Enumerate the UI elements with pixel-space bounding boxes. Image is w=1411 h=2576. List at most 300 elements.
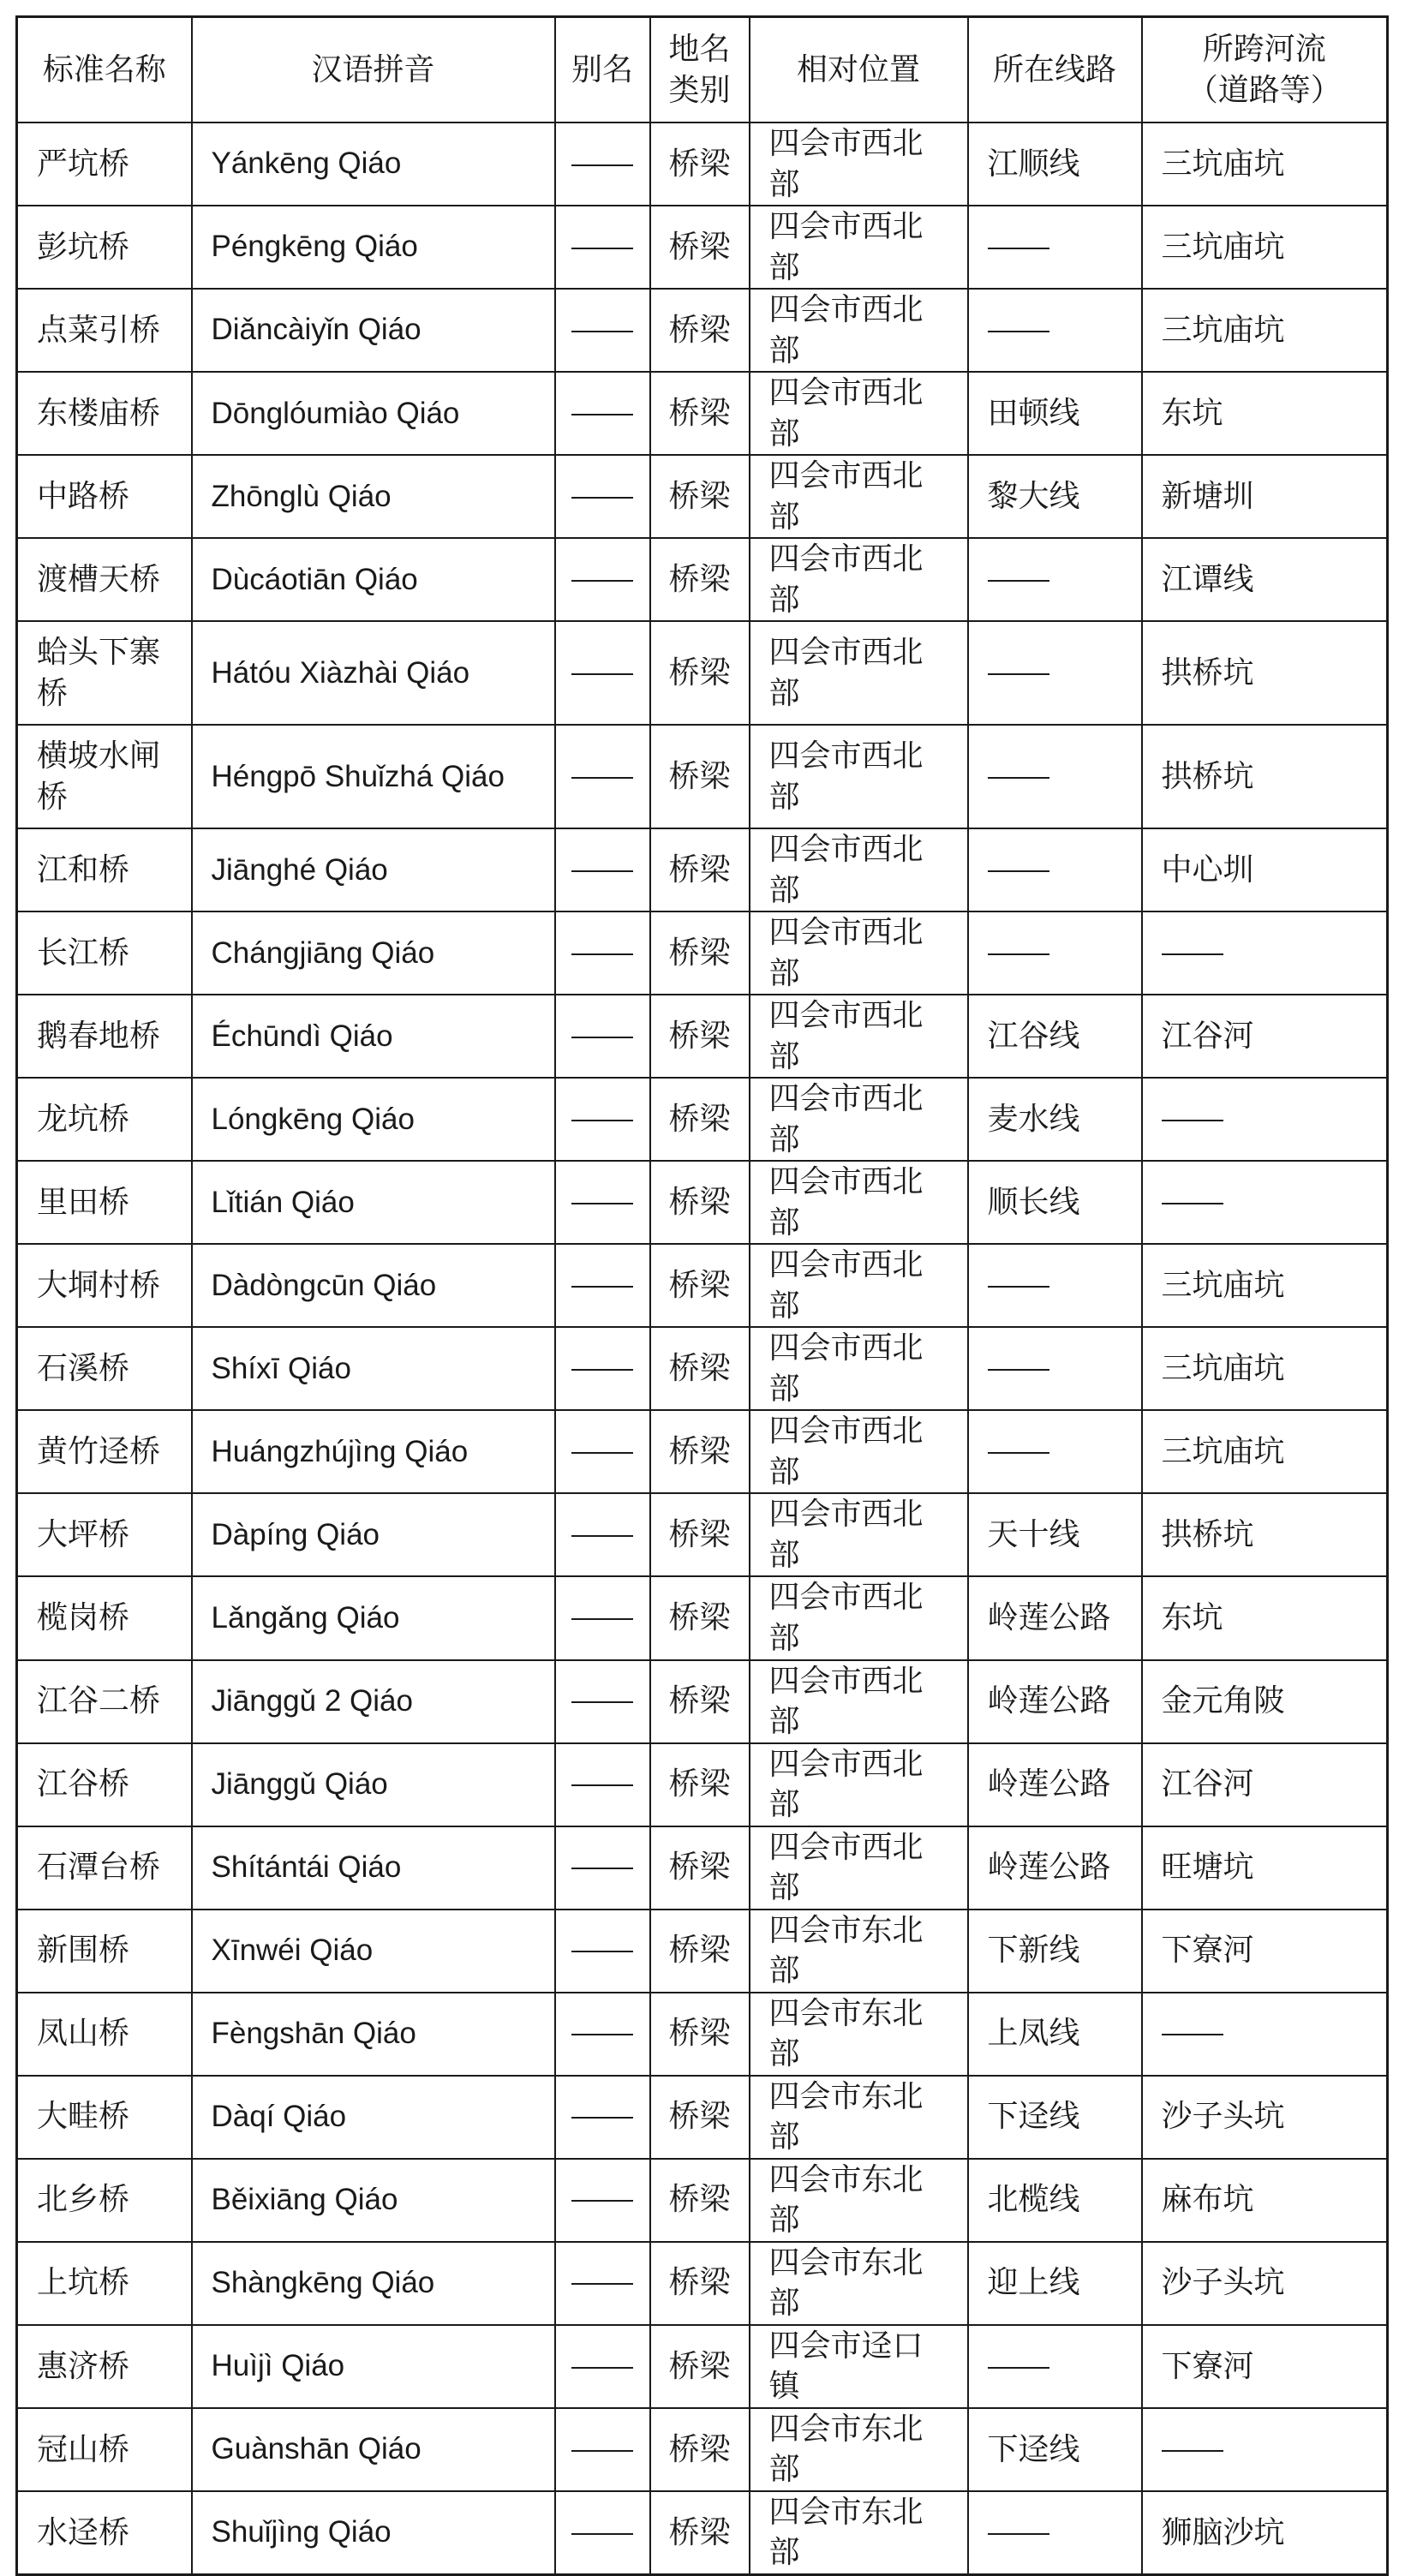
cell-pinyin — [192, 455, 555, 538]
name-text: 大垌村桥 — [37, 1268, 161, 1304]
empty-dash — [988, 331, 1049, 332]
empty-dash — [1162, 1120, 1223, 1121]
cell-crosses — [1142, 1660, 1388, 1743]
location-text: 四会市东北部 — [768, 1995, 924, 2072]
cell-category — [650, 1660, 750, 1743]
cell-crosses — [1142, 2159, 1388, 2242]
cell-category — [650, 2159, 750, 2242]
cell-route — [968, 289, 1142, 372]
pinyin-text: Lóngkēng Qiáo — [211, 1102, 415, 1136]
cell-pinyin — [192, 828, 555, 911]
pinyin-text: Diǎncàiyǐn Qiáo — [211, 313, 422, 347]
table-row — [17, 828, 1388, 911]
crosses-text: 三坑庙坑 — [1161, 1268, 1285, 1304]
table-row — [17, 911, 1388, 995]
table-row — [17, 2325, 1388, 2408]
cell-alias — [555, 1910, 650, 1993]
header-name: 标准名称 — [17, 17, 192, 123]
table-row — [17, 1826, 1388, 1910]
empty-dash — [988, 953, 1049, 955]
cell-pinyin — [192, 911, 555, 995]
cell-alias — [555, 1161, 650, 1244]
category-text: 桥梁 — [668, 2016, 731, 2052]
pinyin-text: Échūndì Qiáo — [211, 1019, 393, 1053]
cell-crosses — [1142, 1576, 1388, 1659]
name-text: 鹅春地桥 — [37, 1019, 161, 1054]
pinyin-text: Guànshān Qiáo — [211, 2432, 422, 2466]
empty-dash — [571, 777, 633, 779]
cell-location — [750, 911, 968, 995]
empty-dash — [571, 2034, 633, 2035]
pinyin-text: Huìjì Qiáo — [211, 2349, 345, 2383]
crosses-text: 下寮河 — [1161, 1933, 1254, 1969]
name-text: 大畦桥 — [37, 2099, 130, 2135]
cell-crosses — [1142, 1743, 1388, 1826]
cell-category — [650, 621, 750, 725]
location-text: 四会市西北部 — [768, 209, 924, 285]
category-text: 桥梁 — [668, 561, 731, 597]
empty-dash — [571, 1868, 633, 1869]
empty-dash — [988, 777, 1049, 779]
route-text: 黎大线 — [987, 478, 1080, 514]
pinyin-text: Shíxī Qiáo — [211, 1351, 351, 1385]
empty-dash — [571, 1535, 633, 1537]
header-alias: 别名 — [555, 17, 650, 123]
name-text: 冠山桥 — [37, 2431, 130, 2467]
empty-dash — [1162, 1203, 1223, 1204]
cell-alias — [555, 1078, 650, 1161]
location-text: 四会市东北部 — [768, 1912, 924, 1989]
name-text: 龙坑桥 — [37, 1102, 130, 1138]
pinyin-text: Dàqí Qiáo — [211, 2100, 347, 2134]
cell-pinyin — [192, 372, 555, 455]
name-text: 惠济桥 — [37, 2348, 130, 2384]
empty-dash — [988, 248, 1049, 249]
table-row — [17, 725, 1388, 828]
cell-route — [968, 2076, 1142, 2159]
empty-dash — [571, 2450, 633, 2452]
cell-name — [17, 1826, 192, 1910]
cell-crosses — [1142, 995, 1388, 1078]
crosses-text: 三坑庙坑 — [1161, 1434, 1285, 1470]
empty-dash — [1162, 2450, 1223, 2452]
empty-dash — [988, 2367, 1049, 2369]
cell-location — [750, 1826, 968, 1910]
cell-location — [750, 1244, 968, 1327]
table-row — [17, 2491, 1388, 2575]
cell-crosses — [1142, 372, 1388, 455]
cell-location — [750, 995, 968, 1078]
cell-crosses — [1142, 1910, 1388, 1993]
cell-route — [968, 1993, 1142, 2076]
category-text: 桥梁 — [668, 1185, 731, 1221]
location-text: 四会市西北部 — [768, 1829, 924, 1906]
cell-location — [750, 1410, 968, 1493]
crosses-text: 拱桥坑 — [1161, 654, 1254, 690]
pinyin-text: Dōnglóumiào Qiáo — [211, 396, 460, 430]
name-text: 凤山桥 — [37, 2016, 130, 2052]
cell-name — [17, 621, 192, 725]
empty-dash — [571, 2533, 633, 2535]
category-text: 桥梁 — [668, 1600, 731, 1636]
cell-route — [968, 372, 1142, 455]
category-text: 桥梁 — [668, 1766, 731, 1802]
cell-name — [17, 1743, 192, 1826]
cell-category — [650, 206, 750, 289]
empty-dash — [988, 1452, 1049, 1454]
cell-location — [750, 372, 968, 455]
location-text: 四会市西北部 — [768, 1247, 924, 1324]
empty-dash — [571, 1618, 633, 1620]
cell-category — [650, 1993, 750, 2076]
cell-category — [650, 911, 750, 995]
cell-crosses — [1142, 725, 1388, 828]
cell-crosses — [1142, 1993, 1388, 2076]
cell-location — [750, 1327, 968, 1410]
cell-alias — [555, 911, 650, 995]
name-text: 水迳桥 — [37, 2514, 130, 2550]
name-text: 大坪桥 — [37, 1517, 130, 1553]
cell-route — [968, 1493, 1142, 1576]
cell-crosses — [1142, 1244, 1388, 1327]
table-row — [17, 2408, 1388, 2491]
empty-dash — [571, 2117, 633, 2119]
cell-route — [968, 1910, 1142, 1993]
name-text: 长江桥 — [37, 935, 130, 971]
cell-category — [650, 725, 750, 828]
cell-alias — [555, 2076, 650, 2159]
cell-name — [17, 455, 192, 538]
name-text: 江谷桥 — [37, 1766, 130, 1802]
location-text: 四会市西北部 — [768, 738, 924, 815]
name-text: 北乡桥 — [37, 2182, 130, 2218]
route-text: 天十线 — [987, 1517, 1080, 1553]
empty-dash — [571, 2367, 633, 2369]
location-text: 四会市西北部 — [768, 1580, 924, 1656]
cell-category — [650, 2325, 750, 2408]
crosses-text: 三坑庙坑 — [1161, 1351, 1285, 1387]
cell-crosses — [1142, 289, 1388, 372]
category-text: 桥梁 — [668, 2514, 731, 2550]
location-text: 四会市东北部 — [768, 2078, 924, 2155]
cell-route — [968, 538, 1142, 621]
crosses-text: 东坑 — [1161, 395, 1223, 431]
category-text: 桥梁 — [668, 852, 731, 888]
cell-alias — [555, 1576, 650, 1659]
cell-route — [968, 1410, 1142, 1493]
cell-alias — [555, 289, 650, 372]
empty-dash — [1162, 953, 1223, 955]
pinyin-text: Huángzhújìng Qiáo — [211, 1434, 469, 1468]
category-text: 桥梁 — [668, 2348, 731, 2384]
cell-crosses — [1142, 538, 1388, 621]
header-pinyin: 汉语拼音 — [192, 17, 555, 123]
cell-alias — [555, 1993, 650, 2076]
category-text: 桥梁 — [668, 1517, 731, 1553]
table-row — [17, 2076, 1388, 2159]
table-row — [17, 1993, 1388, 2076]
location-text: 四会市西北部 — [768, 998, 924, 1074]
location-text: 四会市东北部 — [768, 2411, 924, 2488]
route-text: 岭莲公路 — [987, 1850, 1111, 1886]
table-row — [17, 621, 1388, 725]
cell-pinyin — [192, 2159, 555, 2242]
name-text: 黄竹迳桥 — [37, 1434, 161, 1470]
crosses-text: 下寮河 — [1161, 2348, 1254, 2384]
cell-location — [750, 2076, 968, 2159]
pinyin-text: Lǐtián Qiáo — [211, 1185, 355, 1219]
crosses-text: 沙子头坑 — [1161, 2265, 1285, 2301]
name-text: 渡槽天桥 — [37, 561, 161, 597]
location-text: 四会市西北部 — [768, 458, 924, 535]
location-text: 四会市西北部 — [768, 1497, 924, 1573]
empty-dash — [571, 953, 633, 955]
header-crosses-line2: （道路等） — [1187, 72, 1342, 108]
cell-crosses — [1142, 1078, 1388, 1161]
crosses-text: 麻布坑 — [1161, 2182, 1254, 2218]
route-text: 岭莲公路 — [987, 1766, 1111, 1802]
pinyin-text: Yánkēng Qiáo — [211, 146, 402, 181]
pinyin-text: Jiānggǔ 2 Qiáo — [211, 1683, 413, 1718]
crosses-text: 金元角陂 — [1161, 1683, 1285, 1719]
empty-dash — [571, 248, 633, 249]
header-crosses-line1: 所跨河流 — [1202, 31, 1326, 67]
cell-alias — [555, 206, 650, 289]
cell-route — [968, 911, 1142, 995]
category-text: 桥梁 — [668, 312, 731, 348]
cell-route — [968, 1161, 1142, 1244]
cell-location — [750, 1576, 968, 1659]
table-row — [17, 372, 1388, 455]
name-text: 上坑桥 — [37, 2265, 130, 2301]
pinyin-text: Jiānggǔ Qiáo — [211, 1766, 388, 1801]
crosses-text: 三坑庙坑 — [1161, 146, 1285, 182]
cell-route — [968, 1660, 1142, 1743]
cell-category — [650, 1910, 750, 1993]
cell-location — [750, 1493, 968, 1576]
cell-category — [650, 455, 750, 538]
empty-dash — [988, 580, 1049, 582]
table-row — [17, 2242, 1388, 2325]
category-text: 桥梁 — [668, 935, 731, 971]
empty-dash — [571, 580, 633, 582]
category-text: 桥梁 — [668, 1683, 731, 1719]
table-row — [17, 206, 1388, 289]
location-text: 四会市迳口镇 — [768, 2328, 924, 2405]
cell-pinyin — [192, 1993, 555, 2076]
name-text: 蛤头下寨桥 — [37, 635, 161, 711]
crosses-text: 三坑庙坑 — [1161, 229, 1285, 265]
cell-pinyin — [192, 1410, 555, 1493]
cell-location — [750, 289, 968, 372]
empty-dash — [571, 414, 633, 415]
cell-route — [968, 1743, 1142, 1826]
cell-name — [17, 123, 192, 206]
table-row — [17, 1660, 1388, 1743]
cell-location — [750, 725, 968, 828]
cell-pinyin — [192, 1078, 555, 1161]
cell-name — [17, 1993, 192, 2076]
route-text: 岭莲公路 — [987, 1683, 1111, 1719]
category-text: 桥梁 — [668, 2431, 731, 2467]
cell-category — [650, 1410, 750, 1493]
empty-dash — [571, 497, 633, 499]
header-category-line1: 地名 — [668, 31, 731, 67]
cell-route — [968, 1244, 1142, 1327]
cell-location — [750, 1660, 968, 1743]
route-text: 江谷线 — [987, 1019, 1080, 1054]
cell-name — [17, 828, 192, 911]
cell-pinyin — [192, 1826, 555, 1910]
pinyin-text: Hátóu Xiàzhài Qiáo — [211, 655, 470, 690]
table-row — [17, 1327, 1388, 1410]
cell-alias — [555, 455, 650, 538]
cell-alias — [555, 2491, 650, 2575]
pinyin-text: Péngkēng Qiáo — [211, 230, 418, 264]
category-text: 桥梁 — [668, 478, 731, 514]
route-text: 下新线 — [987, 1933, 1080, 1969]
route-text: 顺长线 — [987, 1185, 1080, 1221]
cell-pinyin — [192, 2242, 555, 2325]
cell-crosses — [1142, 2076, 1388, 2159]
table-row — [17, 289, 1388, 372]
cell-name — [17, 2325, 192, 2408]
cell-alias — [555, 2325, 650, 2408]
table-row — [17, 1576, 1388, 1659]
location-text: 四会市西北部 — [768, 1663, 924, 1740]
cell-name — [17, 1161, 192, 1244]
route-text: 上凤线 — [987, 2016, 1080, 2052]
cell-alias — [555, 1410, 650, 1493]
cell-crosses — [1142, 2242, 1388, 2325]
cell-name — [17, 2408, 192, 2491]
empty-dash — [571, 2200, 633, 2202]
cell-location — [750, 621, 968, 725]
cell-location — [750, 2325, 968, 2408]
cell-crosses — [1142, 911, 1388, 995]
crosses-text: 江谭线 — [1161, 561, 1254, 597]
pinyin-text: Fèngshān Qiáo — [211, 2017, 416, 2051]
cell-name — [17, 2491, 192, 2575]
name-text: 横坡水闸桥 — [37, 738, 161, 815]
cell-location — [750, 1993, 968, 2076]
name-text: 严坑桥 — [37, 146, 130, 182]
table-row — [17, 455, 1388, 538]
cell-route — [968, 621, 1142, 725]
header-category — [650, 17, 750, 123]
category-text: 桥梁 — [668, 1019, 731, 1054]
cell-location — [750, 1743, 968, 1826]
cell-alias — [555, 538, 650, 621]
cell-pinyin — [192, 538, 555, 621]
pinyin-text: Héngpō Shuǐzhá Qiáo — [211, 759, 505, 793]
route-text: 岭莲公路 — [987, 1600, 1111, 1636]
category-text: 桥梁 — [668, 2182, 731, 2218]
cell-alias — [555, 828, 650, 911]
cell-route — [968, 828, 1142, 911]
crosses-text: 狮脑沙坑 — [1161, 2514, 1285, 2550]
empty-dash — [571, 1120, 633, 1121]
cell-crosses — [1142, 2325, 1388, 2408]
pinyin-text: Jiānghé Qiáo — [211, 852, 388, 887]
table-row — [17, 1244, 1388, 1327]
cell-crosses — [1142, 1493, 1388, 1576]
cell-alias — [555, 1244, 650, 1327]
category-text: 桥梁 — [668, 1102, 731, 1138]
location-text: 四会市西北部 — [768, 375, 924, 451]
cell-name — [17, 1910, 192, 1993]
cell-name — [17, 289, 192, 372]
empty-dash — [571, 673, 633, 675]
category-text: 桥梁 — [668, 146, 731, 182]
cell-name — [17, 1660, 192, 1743]
cell-category — [650, 1078, 750, 1161]
cell-alias — [555, 995, 650, 1078]
cell-category — [650, 1743, 750, 1826]
empty-dash — [571, 1452, 633, 1454]
pinyin-text: Dùcáotiān Qiáo — [211, 562, 418, 596]
cell-name — [17, 1410, 192, 1493]
category-text: 桥梁 — [668, 2099, 731, 2135]
cell-location — [750, 206, 968, 289]
cell-crosses — [1142, 1410, 1388, 1493]
header-row — [17, 17, 1388, 123]
cell-category — [650, 828, 750, 911]
cell-name — [17, 911, 192, 995]
cell-category — [650, 2408, 750, 2491]
category-text: 桥梁 — [668, 1268, 731, 1304]
cell-crosses — [1142, 1161, 1388, 1244]
cell-route — [968, 725, 1142, 828]
name-text: 石潭台桥 — [37, 1850, 161, 1886]
empty-dash — [571, 870, 633, 872]
location-text: 四会市西北部 — [768, 915, 924, 991]
cell-name — [17, 1078, 192, 1161]
empty-dash — [1162, 2034, 1223, 2035]
cell-alias — [555, 2408, 650, 2491]
table-row — [17, 1410, 1388, 1493]
location-text: 四会市东北部 — [768, 2161, 924, 2238]
cell-alias — [555, 621, 650, 725]
category-text: 桥梁 — [668, 1933, 731, 1969]
table-row — [17, 123, 1388, 206]
location-text: 四会市西北部 — [768, 1330, 924, 1407]
empty-dash — [571, 1037, 633, 1038]
crosses-text: 江谷河 — [1161, 1019, 1254, 1054]
cell-pinyin — [192, 2325, 555, 2408]
table-row — [17, 1078, 1388, 1161]
empty-dash — [988, 2533, 1049, 2535]
place-name-table — [15, 15, 1389, 2576]
cell-alias — [555, 1327, 650, 1410]
cell-category — [650, 1327, 750, 1410]
name-text: 石溪桥 — [37, 1351, 130, 1387]
empty-dash — [988, 1286, 1049, 1288]
empty-dash — [988, 1369, 1049, 1371]
pinyin-text: Lǎngǎng Qiáo — [211, 1600, 400, 1635]
crosses-text: 旺塘坑 — [1161, 1850, 1254, 1886]
cell-pinyin — [192, 123, 555, 206]
cell-route — [968, 1327, 1142, 1410]
location-text: 四会市西北部 — [768, 1081, 924, 1157]
cell-category — [650, 2242, 750, 2325]
pinyin-text: Xīnwéi Qiáo — [211, 1933, 374, 1968]
category-text: 桥梁 — [668, 2265, 731, 2301]
crosses-text: 拱桥坑 — [1161, 1517, 1254, 1553]
category-text: 桥梁 — [668, 654, 731, 690]
cell-route — [968, 995, 1142, 1078]
cell-category — [650, 123, 750, 206]
